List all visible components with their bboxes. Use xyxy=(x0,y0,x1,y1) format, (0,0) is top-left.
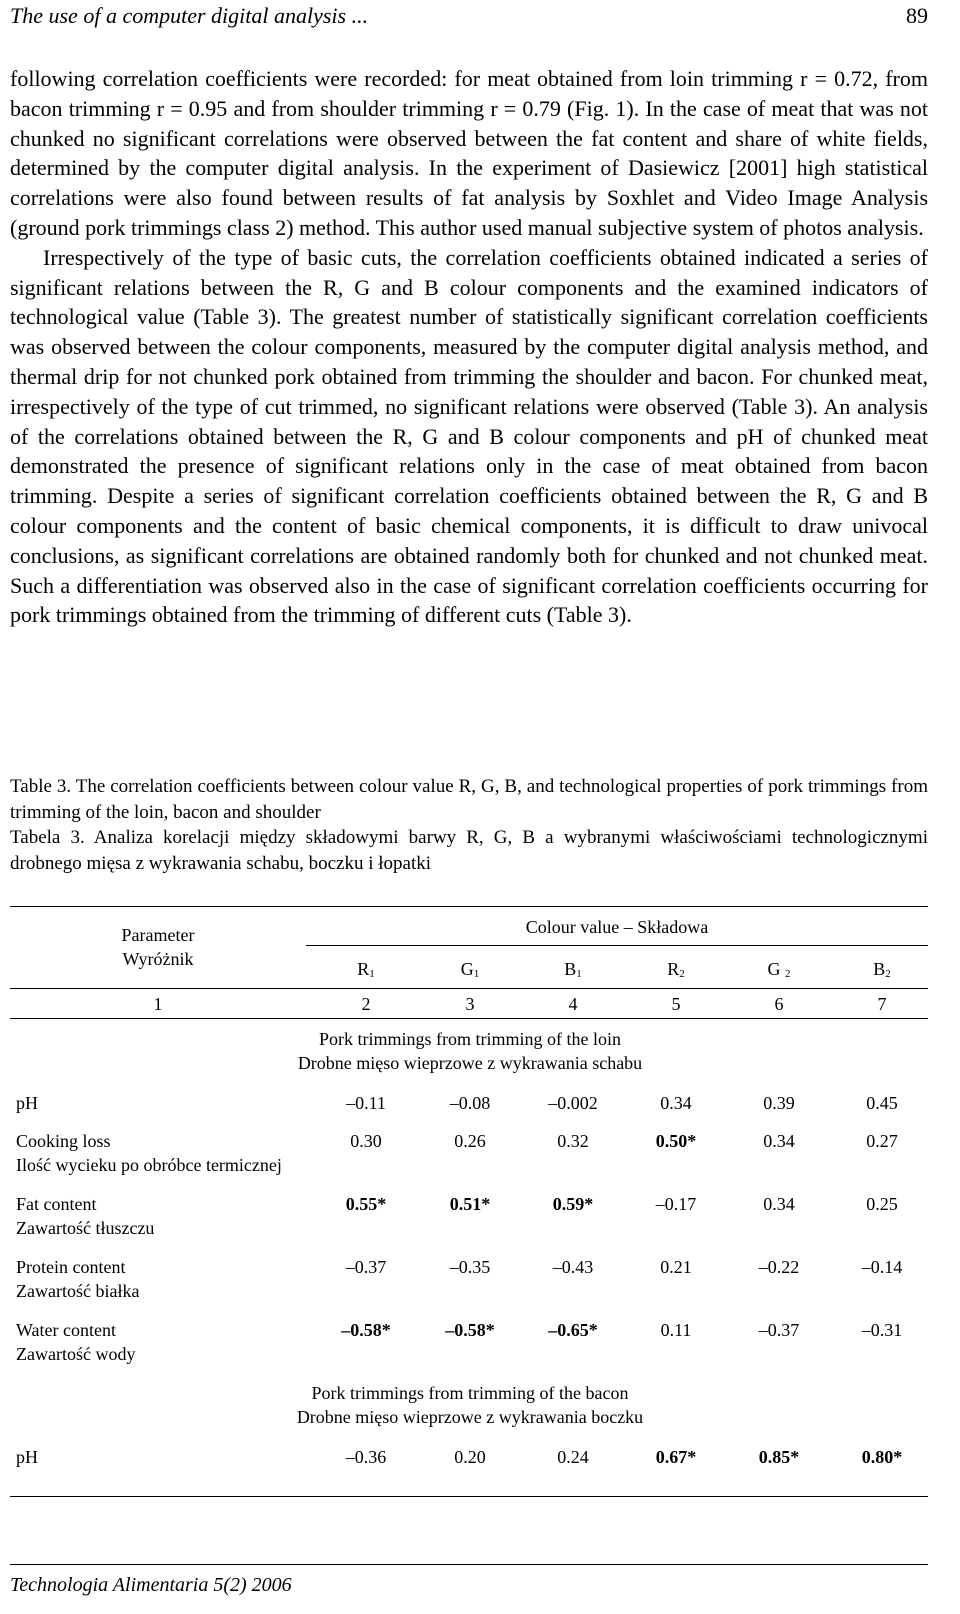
table-cell: –0.37 xyxy=(345,1257,387,1277)
column-header xyxy=(631,958,721,985)
column-header xyxy=(734,958,824,985)
table-caption-en: Table 3. The correlation coefficients between colour value R, G, B, and technological properties of pork trimmings from trimming of the loin, bacon and shoulder xyxy=(10,776,928,823)
column-number: 5 xyxy=(671,994,681,1014)
table-cell: 0.11 xyxy=(660,1320,692,1340)
table-cell: 0.32 xyxy=(557,1131,589,1151)
table-number-row-rule xyxy=(10,1018,928,1019)
table-cell: 0.21 xyxy=(660,1257,692,1277)
table-caption-pl: Tabela 3. Analiza korelacji między składowymi barwy R, G, B a wybranymi właściwościami technologicznymi drobnego mięsa z wykrawania schabu, boczku i łopatki xyxy=(10,827,928,874)
table-cell: 0.50* xyxy=(655,1131,697,1151)
column-header xyxy=(837,958,927,985)
param-header-en: Parameter xyxy=(121,925,195,945)
table-cell: 0.24 xyxy=(557,1447,589,1467)
column-subscript: 2 xyxy=(785,968,791,980)
column-letter: B xyxy=(564,959,577,979)
column-letter: B xyxy=(873,959,886,979)
paragraph: Irrespectively of the type of basic cuts, the correlation coefficients obtained indicated a series of significant relations between the R, G and B colour components and the examined indicators of technological value (Table 3). The greatest number of statistically significant correlation coefficients was observed between the colour components, measured by the computer digital analysis method, and thermal drip for not chunked pork obtained from trimming the shoulder and bacon. For chunked meat, irrespectively of the type of cut trimmed, no significant relations were observed (Table 3). An analysis of the correlations obtained between the R, G and B colour components and pH of chunked meat demonstrated the presence of significant relations only in the case of meat obtained from bacon trimming. Despite a series of significant correlation coefficients obtained between the R, G and B colour components and the content of basic chemical components, it is difficult to draw univocal conclusions, as significant correlations are obtained randomly both for chunked and not chunked meat. Such a differentiation was observed also in the case of significant correlation coefficients occurring for pork trimmings obtained from the trimming of different cuts (Table 3). xyxy=(10,244,928,628)
table-header-bottom-rule xyxy=(10,988,928,989)
table-cell: 0.34 xyxy=(660,1093,692,1113)
running-head xyxy=(10,2,928,30)
table-cell: –0.11 xyxy=(346,1093,386,1113)
table-cell: 0.25 xyxy=(866,1194,898,1214)
column-number: 3 xyxy=(465,994,475,1014)
paper-page xyxy=(10,0,930,1614)
table-cell: 0.55* xyxy=(345,1194,387,1214)
column-number: 4 xyxy=(568,994,578,1014)
column-number: 6 xyxy=(774,994,784,1014)
row-label-en: Fat content xyxy=(16,1194,97,1214)
row-label-en: Water content xyxy=(16,1320,117,1340)
row-label-pl: Ilość wycieku po obróbce termicznej xyxy=(16,1155,282,1175)
row-label-en: Protein content xyxy=(16,1257,126,1277)
column-header xyxy=(528,958,618,985)
footer-rule xyxy=(10,1564,928,1565)
body-text xyxy=(10,64,928,630)
table-cell: 0.27 xyxy=(866,1131,898,1151)
table-bottom-rule xyxy=(10,1496,928,1497)
table-cell: –0.65* xyxy=(548,1320,598,1340)
journal-footer: Technologia Alimentaria 5(2) 2006 xyxy=(10,1574,292,1596)
section-heading-pl: Drobne mięso wieprzowe z wykrawania schabu xyxy=(297,1053,643,1073)
row-label-en: Cooking loss xyxy=(16,1131,111,1151)
table-cell: –0.36 xyxy=(345,1447,387,1467)
table-cell: –0.37 xyxy=(758,1320,800,1340)
table-cell: 0.85* xyxy=(758,1447,800,1467)
column-header xyxy=(321,958,411,985)
column-letter: G xyxy=(460,959,474,979)
table-cell: –0.31 xyxy=(861,1320,903,1340)
column-subscript: 2 xyxy=(885,968,891,980)
row-label-en: pH xyxy=(16,1447,38,1467)
column-letter: R xyxy=(357,959,370,979)
row-label-en: pH xyxy=(16,1093,38,1113)
column-subscript: 1 xyxy=(576,968,582,980)
table-caption xyxy=(10,774,928,876)
running-head-title: The use of a computer digital analysis ... xyxy=(10,3,369,28)
row-label-pl: Zawartość białka xyxy=(16,1281,140,1301)
table-cell: –0.43 xyxy=(552,1257,594,1277)
section-heading-en: Pork trimmings from trimming of the loin xyxy=(319,1029,621,1049)
column-letter: G xyxy=(767,959,785,979)
table-cell: 0.30 xyxy=(350,1131,382,1151)
section-heading-pl: Drobne mięso wieprzowe z wykrawania boczku xyxy=(296,1407,644,1427)
colour-header: Colour value – Składowa xyxy=(525,917,709,937)
section-heading-en: Pork trimmings from trimming of the bacon xyxy=(311,1383,629,1403)
table-cell: –0.14 xyxy=(861,1257,903,1277)
table-cell: –0.58* xyxy=(341,1320,391,1340)
table-cell: –0.58* xyxy=(445,1320,495,1340)
table-cell: 0.39 xyxy=(763,1093,795,1113)
paragraph: following correlation coefficients were recorded: for meat obtained from loin trimming r = 0.72, from bacon trimming r = 0.95 and from shoulder trimming r = 0.79 (Fig. 1). In the case of meat that was not chunked no significant correlations were observed between the fat content and share of white fields, determined by the computer digital analysis. In the experiment of Dasiewicz [2001] high statistical correlations were also found between results of fat analysis by Soxhlet and Video Image Analysis (ground pork trimmings class 2) method. This author used manual subjective system of photos analysis. xyxy=(10,66,928,240)
page-number: 89 xyxy=(906,3,928,28)
column-header xyxy=(425,958,515,985)
column-number: 7 xyxy=(877,994,887,1014)
table-cell: –0.17 xyxy=(655,1194,697,1214)
table-cell: 0.45 xyxy=(866,1093,898,1113)
row-label-pl: Zawartość wody xyxy=(16,1344,136,1364)
column-number: 1 xyxy=(153,994,163,1014)
table-cell: 0.34 xyxy=(763,1131,795,1151)
table-cell: –0.08 xyxy=(449,1093,491,1113)
column-subscript: 2 xyxy=(679,968,685,980)
column-letter: R xyxy=(667,959,680,979)
table-cell: –0.22 xyxy=(758,1257,800,1277)
column-subscript: 1 xyxy=(369,968,375,980)
table-cell: 0.80* xyxy=(861,1447,903,1467)
table-cell: 0.67* xyxy=(655,1447,697,1467)
param-header-pl: Wyróżnik xyxy=(122,949,194,969)
table-cell: 0.20 xyxy=(454,1447,486,1467)
table-header-subrule xyxy=(306,945,928,946)
table-cell: –0.002 xyxy=(548,1093,598,1113)
column-number: 2 xyxy=(361,994,371,1014)
table-cell: 0.59* xyxy=(552,1194,594,1214)
table-cell: 0.34 xyxy=(763,1194,795,1214)
row-label-pl: Zawartość tłuszczu xyxy=(16,1218,155,1238)
table-cell: –0.35 xyxy=(449,1257,491,1277)
table-cell: 0.26 xyxy=(454,1131,486,1151)
column-subscript: 1 xyxy=(473,968,480,980)
table-top-rule xyxy=(10,906,928,907)
table-cell: 0.51* xyxy=(449,1194,491,1214)
